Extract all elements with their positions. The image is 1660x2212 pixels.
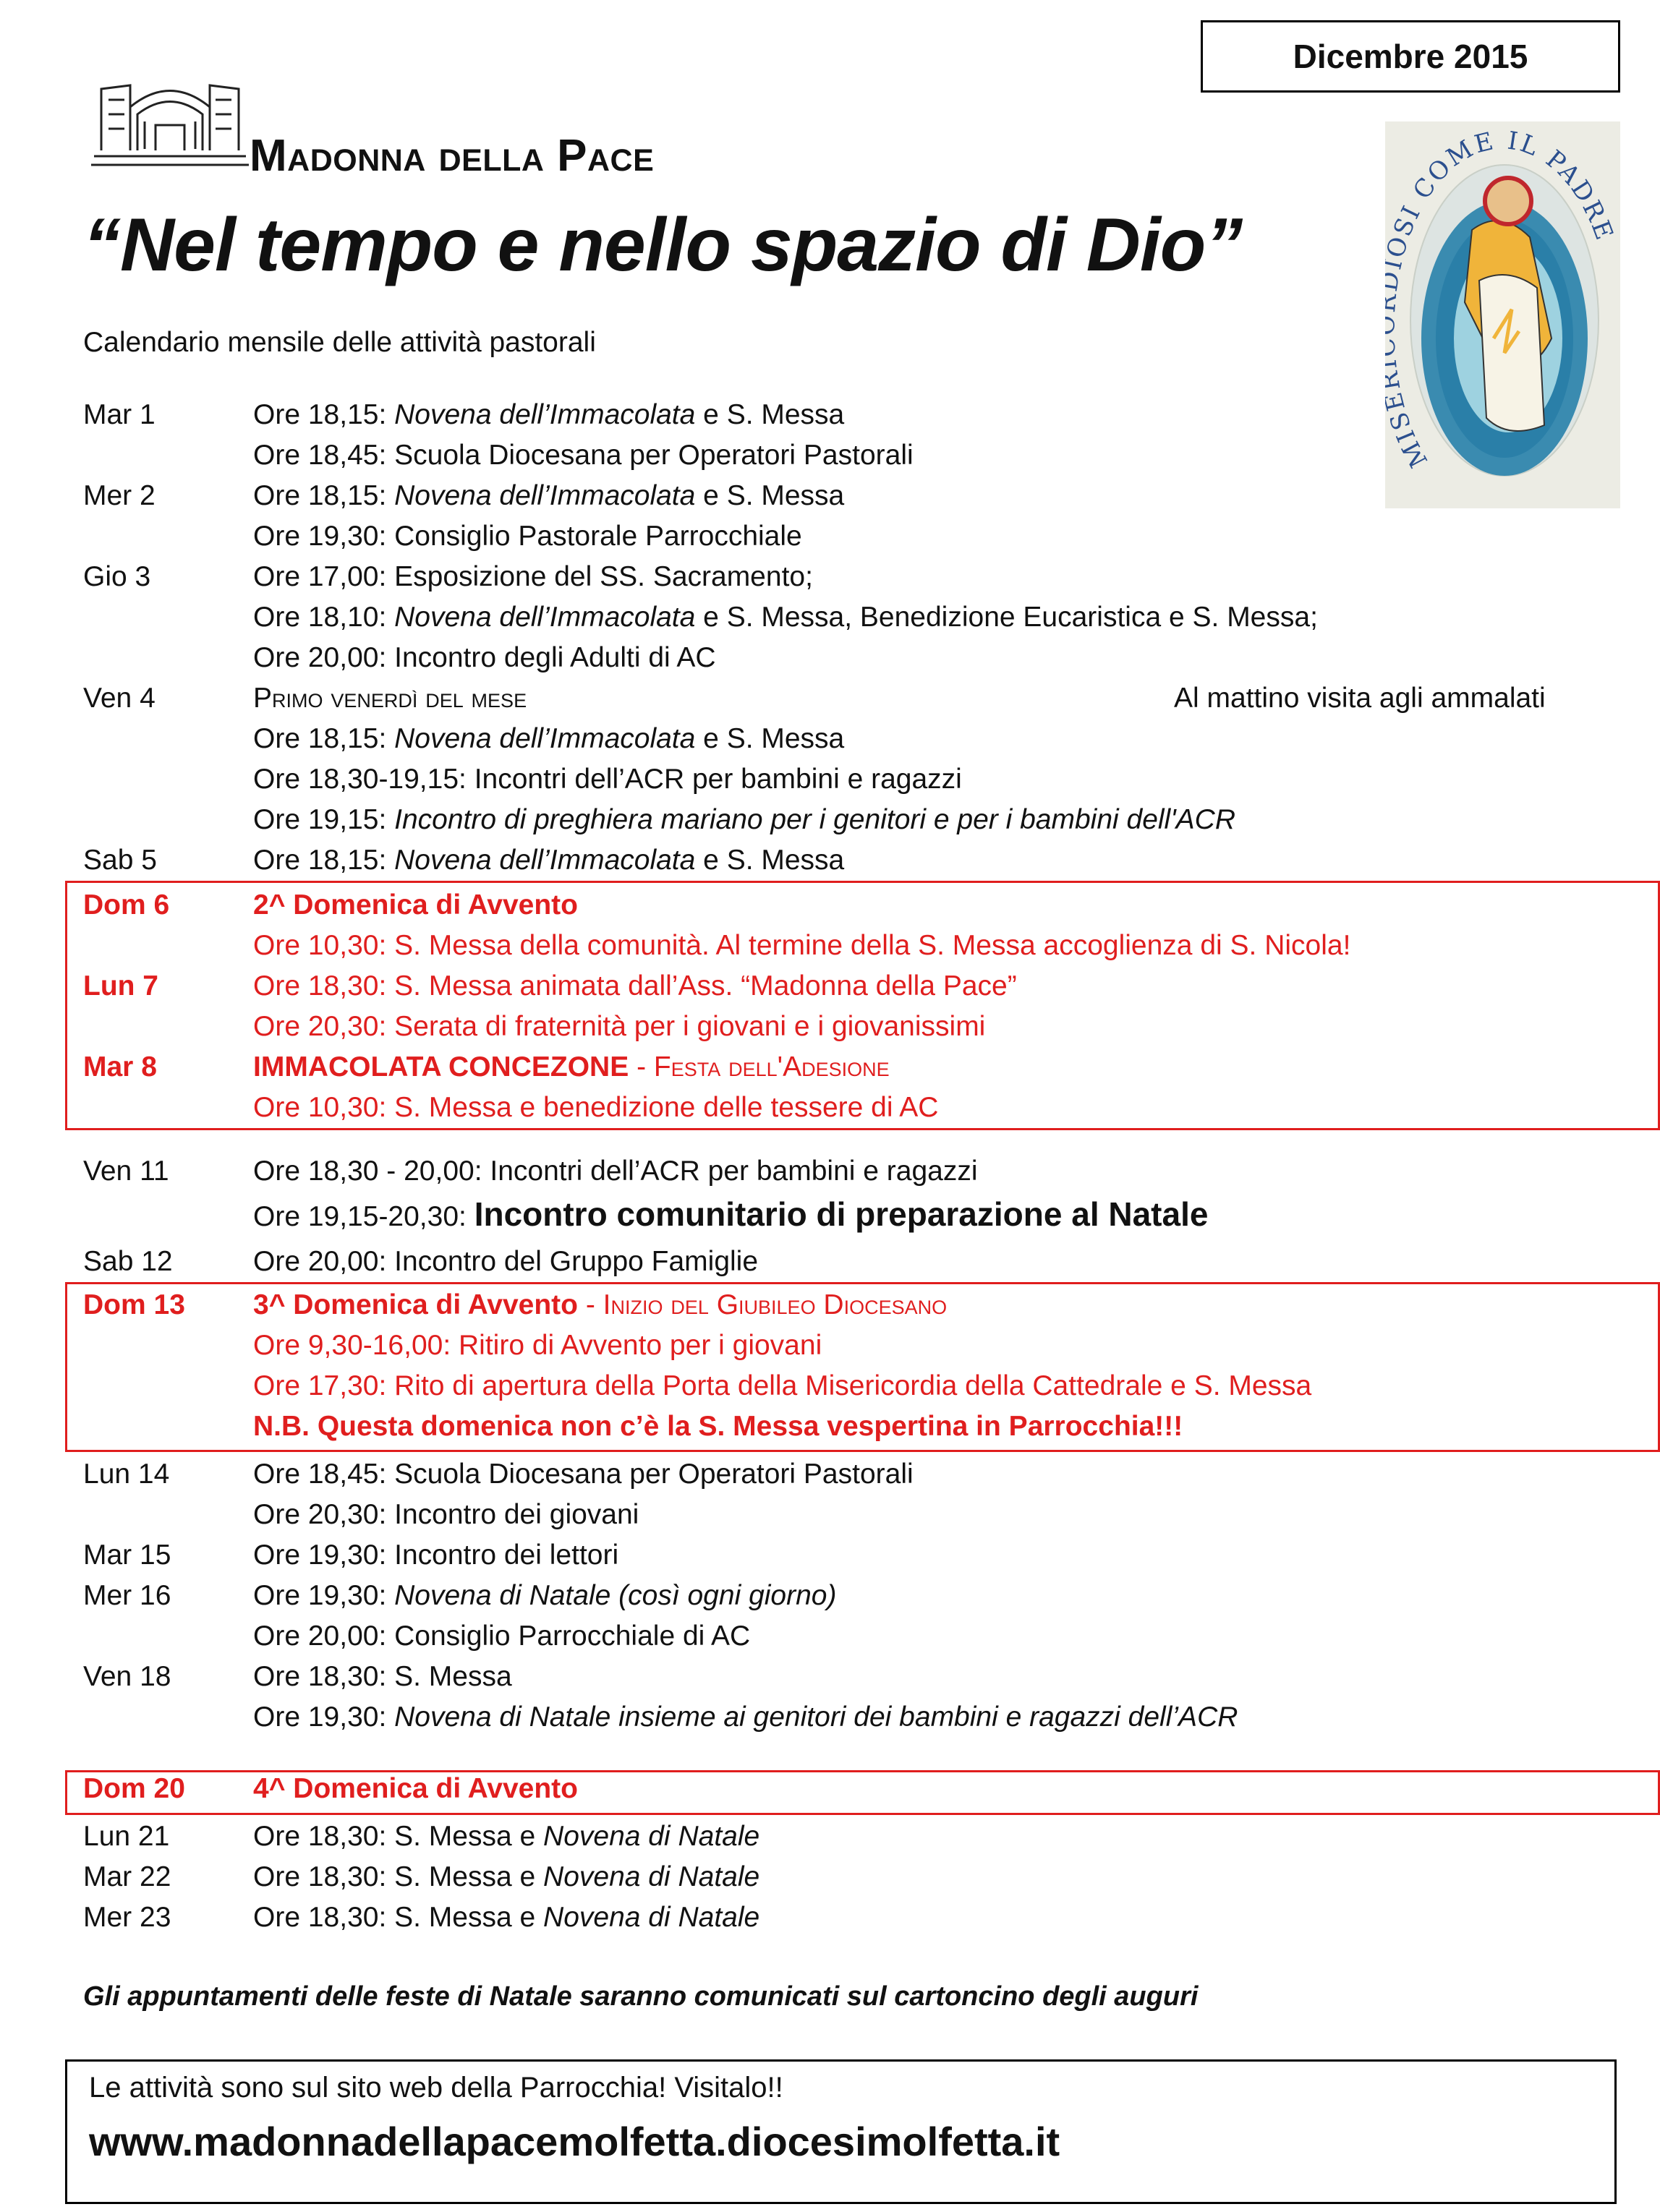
- entry-text-part: Ore 18,15:: [253, 399, 395, 430]
- entry-text-part: Ore 19,15:: [253, 804, 395, 835]
- entry-day: Mar 15: [83, 1540, 171, 1571]
- entry-text: [253, 840, 844, 881]
- entry-text-part: Ore 18,30-19,15: Incontri dell’ACR per bambini e ragazzi: [253, 764, 962, 795]
- entry-day: Mar 22: [83, 1861, 171, 1892]
- entry-text-part: Ore 18,45: Scuola Diocesana per Operatori Pastorali: [253, 1459, 914, 1490]
- entry-text-part: e S. Messa, Benedizione Eucaristica e S. Messa;: [695, 602, 1318, 633]
- entry-text: [253, 476, 844, 516]
- entry-text: [253, 1151, 978, 1192]
- entry-text: [253, 926, 1350, 966]
- entry-text: [253, 759, 962, 800]
- entry-text-part: -: [629, 1051, 654, 1082]
- page-subtitle: Calendario mensile delle attività pastorali: [83, 327, 596, 358]
- entry-text: [253, 435, 914, 476]
- footer-text: Le attività sono sul sito web della Parrocchia! Visitalo!!: [89, 2072, 783, 2104]
- entry-text: [253, 1495, 639, 1535]
- entry-text-part: Novena di Natale: [543, 1861, 760, 1892]
- entry-text: [253, 1088, 938, 1128]
- entry-text-part: 2^ Domenica di Avvento: [253, 889, 578, 921]
- entry-text-part: Ore 17,00: Esposizione del SS. Sacramento;: [253, 561, 813, 592]
- entry-side-note: Al mattino visita agli ammalati: [1174, 683, 1546, 714]
- entry-text-part: Ore 20,00: Incontro del Gruppo Famiglie: [253, 1246, 759, 1277]
- entry-text: [253, 1816, 759, 1857]
- entry-text: [253, 800, 1235, 840]
- entry-text: [253, 1242, 758, 1282]
- entry-text: [253, 1897, 759, 1938]
- entry-text: [253, 1616, 750, 1657]
- entry-text-part: Incontro comunitario di preparazione al Natale: [474, 1195, 1209, 1233]
- entry-text: [253, 1406, 1183, 1447]
- entry-text: [253, 1535, 618, 1576]
- entry-day: Lun 14: [83, 1459, 170, 1490]
- entry-text-part: Ore 19,30: Consiglio Pastorale Parrocchiale: [253, 521, 802, 552]
- entry-text-part: -: [578, 1289, 603, 1320]
- entry-text-part: e S. Messa: [695, 845, 845, 876]
- misericordiosi-come-il-padre-emblem: [1385, 121, 1620, 508]
- entry-text: [253, 1454, 914, 1495]
- entry-text-part: Ore 9,30-16,00: Ritiro di Avvento per i giovani: [253, 1330, 822, 1361]
- entry-text-part: Ore 19,30: Incontro dei lettori: [253, 1540, 619, 1571]
- entry-day: Sab 5: [83, 845, 157, 876]
- entry-day: Mer 23: [83, 1902, 171, 1933]
- entry-text: [253, 678, 527, 719]
- entry-day: Dom 6: [83, 889, 170, 921]
- entry-text-part: Ore 18,30: S. Messa e: [253, 1861, 544, 1892]
- entry-text-part: Ore 20,30: Serata di fraternità per i giovani e i giovanissimi: [253, 1011, 986, 1042]
- entry-text-part: Ore 10,30: S. Messa e benedizione delle tessere di AC: [253, 1092, 939, 1123]
- entry-day: Mer 16: [83, 1580, 171, 1611]
- entry-text: [253, 1576, 836, 1616]
- entry-text: [253, 885, 578, 926]
- entry-text-part: Ore 10,30: S. Messa della comunità. Al termine della S. Messa accoglienza di S. Nicola!: [253, 930, 1351, 961]
- entry-text-part: 3^ Domenica di Avvento: [253, 1289, 578, 1320]
- entry-text-part: 4^ Domenica di Avvento: [253, 1773, 578, 1804]
- entry-text-part: Ore 20,30: Incontro dei giovani: [253, 1499, 639, 1530]
- date-label: Dicembre 2015: [1293, 38, 1528, 75]
- entry-text-part: Novena dell’Immacolata: [394, 602, 696, 633]
- entry-text-part: Ore 18,30: S. Messa animata dall’Ass. “Madonna della Pace”: [253, 970, 1017, 1002]
- emblem-text: MIS SI COME IL PADRE: [1385, 126, 1619, 472]
- church-building-icon: [87, 64, 253, 172]
- entry-text: [253, 638, 716, 678]
- entry-text-part: Ore 18,30 - 20,00: Incontri dell’ACR per bambini e ragazzi: [253, 1156, 978, 1187]
- date-box: [1201, 20, 1620, 93]
- entry-text: [253, 966, 1017, 1007]
- entry-day: Mar 8: [83, 1051, 157, 1082]
- entry-day: Lun 7: [83, 970, 158, 1002]
- entry-text-part: e S. Messa: [695, 723, 845, 754]
- entry-day: Mer 2: [83, 480, 156, 511]
- entry-text: [253, 1697, 1238, 1738]
- entry-text: [253, 395, 844, 435]
- entry-text-part: Ore 18,15:: [253, 480, 395, 511]
- entry-text: [253, 1194, 1208, 1237]
- entry-text-part: Novena dell’Immacolata: [394, 480, 696, 511]
- entry-text-part: Novena di Natale: [543, 1902, 760, 1933]
- entry-day: Gio 3: [83, 561, 151, 592]
- entry-text-part: Ore 20,00: Incontro degli Adulti di AC: [253, 642, 716, 673]
- entry-text: [253, 1047, 890, 1088]
- entry-text-part: Ore 20,00: Consiglio Parrocchiale di AC: [253, 1620, 751, 1652]
- entry-text-part: Novena dell’Immacolata: [394, 723, 696, 754]
- entry-text-part: Incontro di preghiera mariano per i genitori e per i bambini dell'ACR: [394, 804, 1236, 835]
- entry-text: [253, 1366, 1311, 1406]
- entry-text: [253, 597, 1318, 638]
- entry-day: Ven 4: [83, 683, 156, 714]
- entry-day: Ven 11: [83, 1156, 169, 1187]
- entry-day: Mar 1: [83, 399, 156, 430]
- website-link[interactable]: www.madonnadellapacemolfetta.diocesimolfetta.it: [89, 2119, 1060, 2164]
- entry-text-part: Ore 18,30: S. Messa: [253, 1661, 512, 1692]
- entry-text-part: Ore 17,30: Rito di apertura della Porta della Misericordia della Cattedrale e S. Messa: [253, 1370, 1312, 1401]
- entry-text-part: IMMACOLATA CONCEZONE: [253, 1051, 629, 1082]
- entry-text: [253, 557, 813, 597]
- entry-day: Sab 12: [83, 1246, 173, 1277]
- entry-text-part: Novena di Natale: [543, 1821, 760, 1852]
- entry-day: Dom 20: [83, 1773, 185, 1804]
- entry-day: Lun 21: [83, 1821, 170, 1852]
- entry-text-part: Ore 19,30:: [253, 1580, 395, 1611]
- parish-name: Madonna della Pace: [250, 131, 655, 181]
- entry-text: [253, 1285, 947, 1325]
- entry-text: [253, 1325, 822, 1366]
- entry-text-part: Novena dell’Immacolata: [394, 399, 696, 430]
- entry-text: [253, 1657, 512, 1697]
- christmas-note: Gli appuntamenti delle feste di Natale saranno comunicati sul cartoncino degli auguri: [83, 1981, 1199, 2012]
- entry-text-part: Ore 18,30: S. Messa e: [253, 1821, 544, 1852]
- entry-text: [253, 516, 802, 557]
- entry-text-part: Ore 18,10:: [253, 602, 395, 633]
- entry-text-part: N.B. Questa domenica non c’è la S. Messa vespertina in Parrocchia!!!: [253, 1411, 1183, 1442]
- entry-text-part: Ore 19,15-20,30:: [253, 1201, 474, 1232]
- entry-text-part: e S. Messa: [695, 480, 845, 511]
- footer-box: [65, 2059, 1617, 2204]
- entry-text-part: Ore 18,15:: [253, 723, 395, 754]
- entry-text-part: Ore 19,30:: [253, 1701, 395, 1733]
- page-title: “Nel tempo e nello spazio di Dio”: [83, 203, 1243, 287]
- entry-text-part: Ore 18,30: S. Messa e: [253, 1902, 544, 1933]
- entry-day: Ven 18: [83, 1661, 171, 1692]
- entry-text-part: Inizio del Giubileo Diocesano: [603, 1289, 948, 1320]
- entry-text-part: Ore 18,45: Scuola Diocesana per Operatori Pastorali: [253, 440, 914, 471]
- entry-text-part: Novena dell’Immacolata: [394, 845, 696, 876]
- entry-text-part: Primo venerdì del mese: [253, 683, 527, 714]
- entry-text-part: Festa dell'Adesione: [653, 1051, 890, 1082]
- entry-day: Dom 13: [83, 1289, 185, 1320]
- entry-text-part: Novena di Natale insieme ai genitori dei bambini e ragazzi dell’ACR: [394, 1701, 1238, 1733]
- entry-text: [253, 1769, 578, 1809]
- entry-text-part: Ore 18,15:: [253, 845, 395, 876]
- entry-text: [253, 1007, 985, 1047]
- entry-text: [253, 719, 844, 759]
- entry-text-part: Novena di Natale (così ogni giorno): [394, 1580, 837, 1611]
- entry-text-part: e S. Messa: [695, 399, 845, 430]
- entry-text: [253, 1857, 759, 1897]
